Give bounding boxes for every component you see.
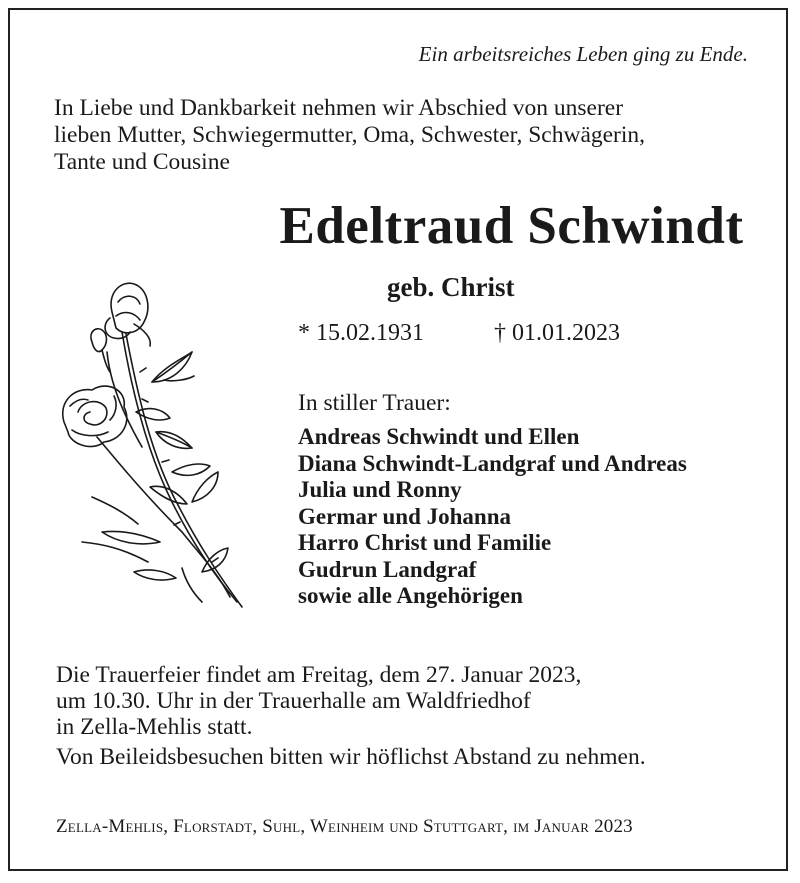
list-item: Julia und Ronny bbox=[298, 477, 462, 502]
intro-line: lieben Mutter, Schwiegermutter, Oma, Schwester, Schwägerin, bbox=[54, 122, 646, 148]
service-line: in Zella-Mehlis statt. bbox=[56, 714, 253, 740]
list-item: Andreas Schwindt und Ellen bbox=[298, 424, 580, 449]
intro-line: Tante und Cousine bbox=[54, 149, 230, 175]
service-line: Die Trauerfeier findet am Freitag, dem 27. Januar 2023, bbox=[56, 662, 582, 688]
condolence-note: Von Beileidsbesuchen bitten wir höflichst Abstand zu nehmen. bbox=[56, 744, 646, 770]
mourner-list bbox=[298, 424, 687, 610]
deceased-name: Edeltraud Schwindt bbox=[279, 197, 744, 255]
list-item: Gudrun Landgraf bbox=[298, 556, 477, 582]
maiden-name: geb. Christ bbox=[387, 272, 515, 302]
list-item: Germar und Johanna bbox=[298, 503, 512, 529]
list-item: Diana Schwindt-Landgraf und Andreas bbox=[298, 450, 687, 476]
deceased-name-row bbox=[0, 196, 800, 256]
motto-line: Ein arbeitsreiches Leben ging zu Ende. bbox=[418, 42, 748, 66]
death-date: † 01.01.2023 bbox=[494, 320, 620, 346]
service-line: um 10.30. Uhr in der Trauerhalle am Waldfriedhof bbox=[56, 688, 531, 714]
intro-line: In Liebe und Dankbarkeit nehmen wir Abschied von unserer bbox=[54, 95, 624, 121]
intro-text bbox=[54, 95, 754, 176]
birth-date: * 15.02.1931 bbox=[298, 320, 424, 346]
rose-illustration-icon bbox=[52, 272, 252, 617]
list-item: Harro Christ und Familie bbox=[298, 530, 552, 555]
footer-places-date: Zella-Mehlis, Florstadt, Suhl, Weinheim und Stuttgart, im Januar 2023 bbox=[56, 816, 633, 837]
mourning-label: In stiller Trauer: bbox=[298, 390, 451, 416]
life-dates bbox=[298, 320, 620, 347]
service-info bbox=[56, 662, 581, 740]
list-item: sowie alle Angehörigen bbox=[298, 583, 523, 608]
